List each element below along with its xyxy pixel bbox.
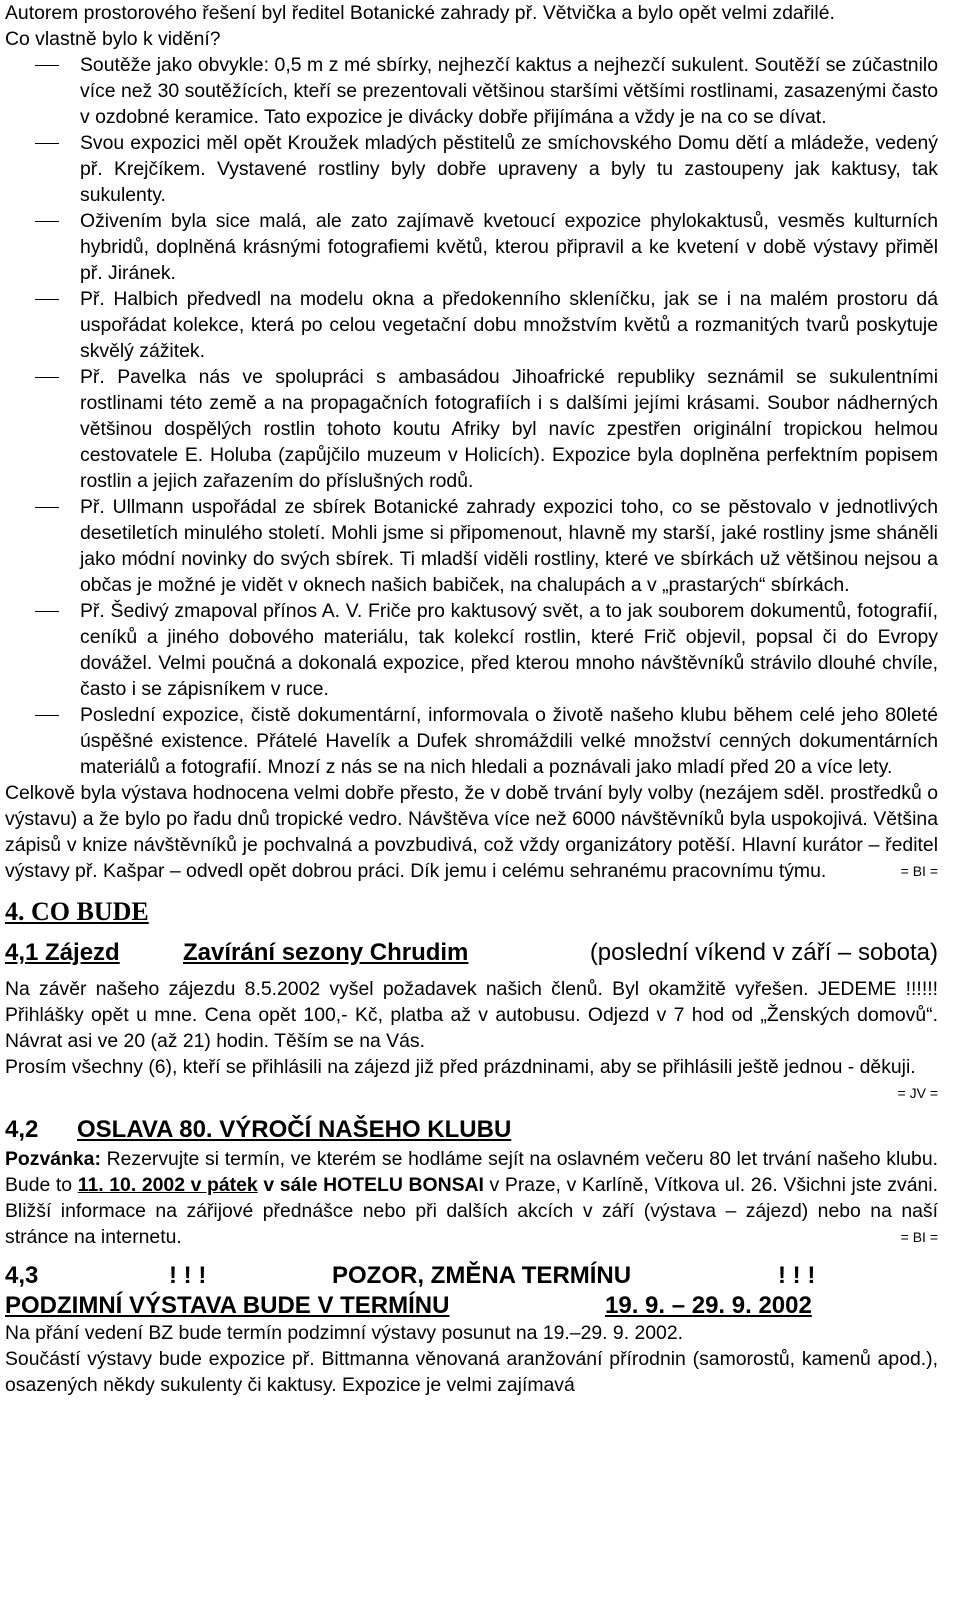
- invitation-lead: Pozvánka:: [5, 1148, 101, 1170]
- subsection-4-3-heading: [5, 1260, 938, 1292]
- list-item: Př. Ullmann uspořádal ze sbírek Botanické zahrady expozici toho, co se pěstovalo v jednotlivých desetiletích minulého století. Mohli jsme si připomenout, hlavně my starší, jaké rostliny jsme sháněli jako módní novinky do svých sbírek. Ti mladší viděli rostliny, které ve sbírkách už většinou nejsou a občas je možné je vidět v oknech našich babiček, na chalupách a v „prastarých“ sbírkách.: [5, 494, 938, 598]
- section-heading: 4. CO BUDE: [5, 897, 149, 926]
- subsection-number: 4,2: [5, 1116, 39, 1143]
- list-item: Poslední expozice, čistě dokumentární, informovala o životě našeho klubu během celé jeho 80leté úspěšné existence. Přátelé Havelík a Dufek shromáždili velké množství cenných dokumentárních materiálů a fotografií. Mnozí z nás se na nich hledali a poznávali jako mladí před 20 a více lety.: [5, 702, 938, 780]
- subsection-title: OSLAVA 80. VÝROČÍ NAŠEHO KLUBU: [77, 1116, 512, 1143]
- subsection-title: Zavírání sezony Chrudim: [183, 939, 469, 966]
- exhibit-list: [5, 52, 938, 780]
- subsection-4-1-heading: [5, 936, 938, 970]
- list-item: Svou expozici měl opět Kroužek mladých pěstitelů ze smíchovského Domu dětí a mládeže, vedený př. Krejčíkem. Vystavené rostliny byly dobře upraveny a byly tu zastoupeny jak kaktusy, tak sukulenty.: [5, 130, 938, 208]
- intro-paragraph: Autorem prostorového řešení byl ředitel Botanické zahrady př. Větvička a bylo opět velmi zdařilé.: [5, 2, 835, 24]
- list-item: Př. Halbich předvedl na modelu okna a předokenního skleníčku, jak se i na malém prostoru dá uspořádat kolekce, která po celou vegetační dobu množstvím květů a rozmanitých tvarů poskytuje skvělý zážitek.: [5, 286, 938, 364]
- subsection-number: 4,1 Zájezd: [5, 939, 120, 966]
- list-item: Př. Pavelka nás ve spolupráci s ambasádou Jihoafrické republiky seznámil se sukulentními rostlinami této země a na propagačních fotografiích i s dalšími jejími krásami. Soubor nádherných většinou dospělých rostlin tohoto koutu Afriky byl navíc zpestřen originální tropickou helmou cestovatele E. Holuba (zapůjčilo muzeum v Holicích). Expozice byla doplněna perfektním popisem rostlin a jejich zařazením do příslušných rodů.: [5, 364, 938, 494]
- trip-note-text: Prosím všechny (6), kteří se přihlásili na zájezd již před prázdninami, aby se přihlásili ještě jednou - děkuji.: [5, 1056, 916, 1078]
- event-venue: v sále HOTELU BONSAI: [263, 1174, 484, 1196]
- exclamation-left: ! ! !: [169, 1262, 207, 1289]
- exhibition-dates: 19. 9. – 29. 9. 2002: [605, 1292, 812, 1319]
- exhibition-paragraph-1: Na přání vedení BZ bude termín podzimní výstavy posunut na 19.–29. 9. 2002.: [5, 1322, 684, 1344]
- subsection-date-note: (poslední víkend v září – sobota): [589, 939, 938, 966]
- invitation-paragraph: [5, 1146, 938, 1250]
- list-item: Př. Šedivý zmapoval přínos A. V. Friče pro kaktusový svět, a to jak souborem dokumentů, fotografií, ceníků a jiného dobového materiálu, tak kolekcí rostlin, které Frič objevil, popsal či do Evropy dovážel. Velmi poučná a dokonalá expozice, před kterou mnoho návštěvníků strávilo dlouhé chvíle, často i se zápisníkem v ruce.: [5, 598, 938, 702]
- trip-paragraph: Na závěr našeho zájezdu 8.5.2002 vyšel požadavek našich členů. Byl okamžitě vyřešen. JEDEME !!!!!! Přihlášky opět u mne. Cena opět 100,- Kč, platba až v autobusu. Odjezd v 7 hod od „Ženských domovů“. Návrat asi ve 20 (až 21) hodin. Těším se na Vás.: [5, 978, 938, 1052]
- subsection-title: POZOR, ZMĚNA TERMÍNU: [332, 1262, 632, 1289]
- signature-jv: = JV =: [897, 1085, 938, 1101]
- subsection-number: 4,3: [5, 1262, 39, 1289]
- signature-bi-2: = BI =: [900, 1229, 938, 1245]
- trip-note: [5, 1054, 938, 1101]
- invitation-text-end: v Praze, v Karlíně, Vítkova ul. 26. Všichni jste zváni. Bližší informace na zářijové přednášce nebo při dalších akcích v září (výstava – zájezd) nebo na naší stránce na internetu.: [5, 1174, 939, 1248]
- subsection-4-2-heading: [5, 1114, 938, 1146]
- invitation-text: Rezervujte si termín, ve kterém se hodláme sejít na oslavném večeru 80 let trvání našeho klubu. Bude to: [5, 1148, 938, 1196]
- signature-bi: = BI =: [900, 863, 938, 879]
- summary-text: Celkově byla výstava hodnocena velmi dobře přesto, že v době trvání byly volby (nezájem sděl. prostředků o výstavu) a že bylo po řadu dnů tropické vedro. Návštěva více než 6000 návštěvníků byla uspokojivá. Většina zápisů v knize návštěvníků je pochvalná a povzbudivá, což vždy organizátory potěší. Hlavní kurátor – ředitel výstavy př. Kašpar – odvedl opět dobrou práci. Dík jemu i celému sehranému pracovnímu týmu.: [5, 782, 938, 882]
- exclamation-right: ! ! !: [778, 1262, 816, 1289]
- exhibition-heading: PODZIMNÍ VÝSTAVA BUDE V TERMÍNU: [5, 1292, 450, 1319]
- list-item: Soutěže jako obvykle: 0,5 m z mé sbírky, nejhezčí kaktus a nejhezčí sukulent. Soutěží se zúčastnilo více než 30 soutěžících, kteří se prezentovali většinou staršími většími rostlinami, zasazenými často v ozdobné keramice. Tato expozice je divácky dobře přijímána a vždy je na co se dívat.: [5, 52, 938, 130]
- summary-paragraph: [5, 780, 938, 884]
- event-date: 11. 10. 2002 v pátek: [77, 1174, 258, 1196]
- exhibition-paragraph-2: Součástí výstavy bude expozice př. Bittmanna věnovaná aranžování přírodnin (samorostů, kamenů apod.), osazených někdy sukulenty či kaktusy. Expozice je velmi zajímavá: [5, 1348, 938, 1396]
- list-item: Oživením byla sice malá, ale zato zajímavě kvetoucí expozice phylokaktusů, vesměs kulturních hybridů, doplněná krásnými fotografiemi květů, kterou připravil a ke kvetení v době výstavy přiměl př. Jiránek.: [5, 208, 938, 286]
- exhibition-dates-heading: [5, 1292, 938, 1320]
- intro-question: Co vlastně bylo k vidění?: [5, 28, 221, 50]
